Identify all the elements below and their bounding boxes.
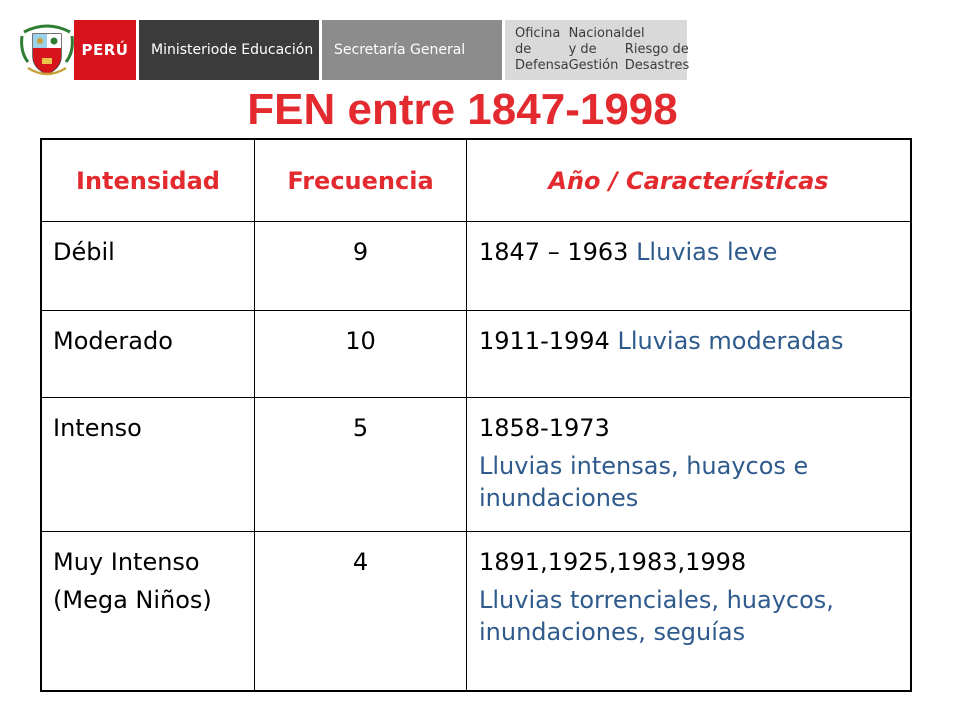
oficina-line-1: Oficina de Defensa	[515, 26, 569, 73]
ministerio-line-1: Ministerio	[151, 42, 220, 58]
cell-intensidad	[42, 532, 255, 690]
caracteristicas-text: Lluvias intensas, huaycos e inundaciones	[479, 452, 809, 512]
cell-anio-caracteristicas	[467, 532, 910, 690]
cell-frecuencia: 10	[255, 311, 467, 397]
cell-anio-caracteristicas	[467, 398, 910, 531]
cell-frecuencia: 4	[255, 532, 467, 690]
cell-anio-caracteristicas	[467, 222, 910, 310]
header-anio-caracteristicas: Año / Características	[548, 166, 829, 195]
cell-intensidad	[42, 311, 255, 397]
caracteristicas-text: Lluvias torrenciales, huaycos, inundaciones, seguías	[479, 586, 834, 646]
caracteristicas-text: Lluvias leve	[636, 238, 778, 266]
anio-text: 1858-1973	[479, 414, 610, 442]
caracteristicas-text: Lluvias moderadas	[617, 327, 844, 355]
institutional-header	[0, 0, 960, 90]
peru-badge: PERÚ	[74, 20, 136, 80]
intensidad-text: Intenso	[53, 414, 142, 442]
anio-text: 1847 – 1963	[479, 238, 629, 266]
intensidad-text: Débil	[53, 238, 115, 266]
secretaria-label: Secretaría General	[322, 20, 502, 80]
cell-intensidad	[42, 222, 255, 310]
header-frecuencia: Frecuencia	[255, 140, 467, 221]
table-row	[42, 311, 910, 398]
header-intensidad: Intensidad	[42, 140, 255, 221]
table-row	[42, 532, 910, 690]
cell-anio-caracteristicas	[467, 311, 910, 397]
ministerio-label	[139, 20, 319, 80]
slide-title: FEN entre 1847-1998	[247, 85, 678, 134]
oficina-line-2: Nacional y de Gestión	[568, 26, 625, 73]
table-header-row	[42, 140, 910, 222]
table-row	[42, 398, 910, 532]
coat-of-arms-icon	[18, 18, 76, 80]
intensidad-text: Muy Intenso	[53, 548, 200, 576]
oficina-label	[505, 20, 690, 80]
anio-text: 1911-1994	[479, 327, 610, 355]
cell-frecuencia: 5	[255, 398, 467, 531]
table-row	[42, 222, 910, 311]
oficina-line-3: del Riesgo de Desastres	[624, 26, 690, 73]
cell-intensidad	[42, 398, 255, 531]
intensidad-subtext: (Mega Niños)	[53, 586, 212, 614]
anio-text: 1891,1925,1983,1998	[479, 548, 747, 576]
cell-frecuencia: 9	[255, 222, 467, 310]
intensidad-text: Moderado	[53, 327, 173, 355]
ministerio-line-2: de Educación	[219, 42, 314, 58]
fen-table	[40, 138, 912, 692]
